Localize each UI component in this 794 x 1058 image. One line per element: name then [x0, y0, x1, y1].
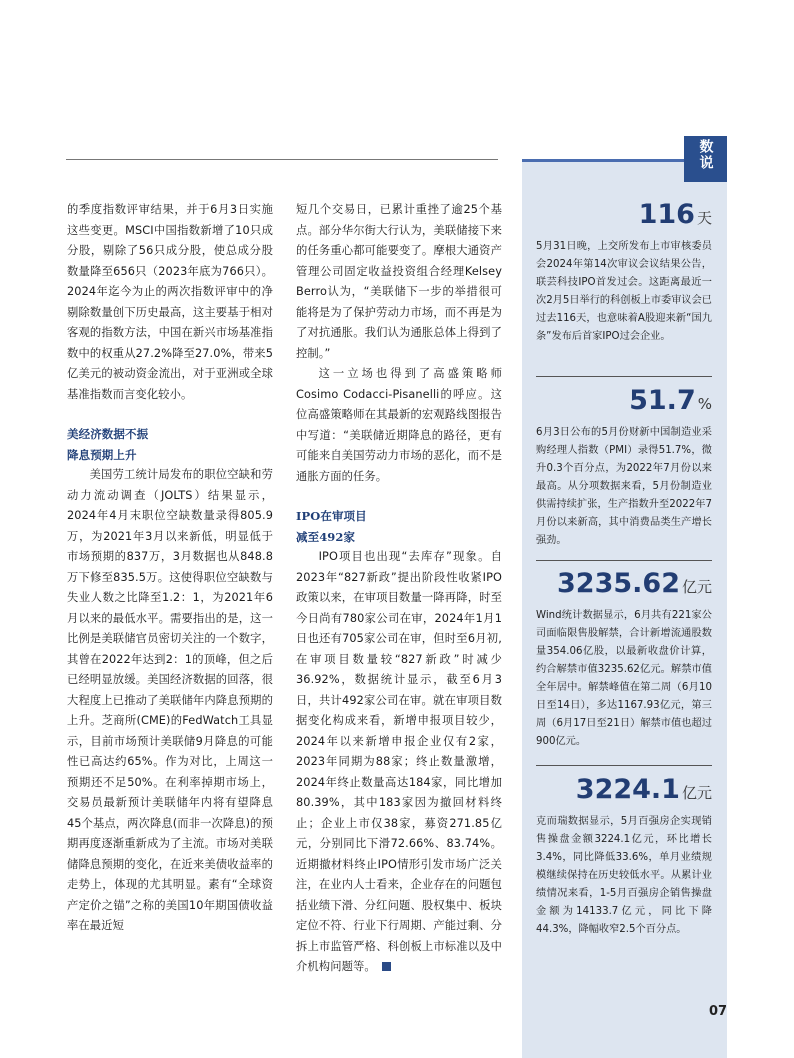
stat-value: 51.7: [629, 385, 696, 416]
col2-paragraph-3-text: IPO项目也出现“去库存”现象。自2023年“827新政”提出阶段性收紧IPO政策以来，在审项目数量一降再降，时至今日尚有780家公司在审，2024年1月1日也还有705家公司在审，但时至6月初,在审项目数量较“827新政”时减少36.92%，数据统计显示，截至6月3日，共计492家公司在审。就在审项目数据变化构成来看，新增申报项目较少，2024年以来新增申报企业仅有2家，2023年同期为88家；终止数量激增，2024年终止数量高达184家，同比增加80.39%，其中183家因为撤回材料终止；企业上市仅38家，募资271.85亿元，分别同比下滑72.66%、83.74%。近期撤材料终止IPO情形引发市场广泛关注，在业内人士看来，企业存在的问题包括业绩下滑、分红问题、股权集中、板块定位不符、行业下行周期、产能过剩、分拆上市监管严格、科创板上市标准以及中介机构问题等。: [296, 550, 502, 973]
stat-number: [536, 198, 712, 235]
article-column-1: [67, 200, 273, 937]
stat-block-3: [536, 567, 712, 751]
stat-number: [536, 384, 712, 421]
stat-unit: 亿元: [681, 784, 712, 802]
col2-paragraph-2: 这一立场也得到了高盛策略师Cosimo Codacci-Pisanelli的呼应。这位高盛策略师在其最新的宏观路线图报告中写道：“美联储近期降息的路径，更有可能来自美国劳动力市场的恶化，而不是通胀方面的任务。: [296, 367, 502, 483]
stat-block-2: [536, 384, 712, 550]
stat-value: 116: [638, 199, 695, 230]
stat-block-1: [536, 198, 712, 346]
stat-number: [536, 567, 712, 604]
stat-unit: 天: [696, 209, 712, 227]
ipo-heading-line2: 减至492家: [296, 529, 356, 544]
stat-divider: [536, 560, 712, 561]
stat-number: [536, 773, 712, 810]
section-heading-line1: 美经济数据不振: [67, 427, 149, 441]
stat-unit: 亿元: [681, 578, 712, 596]
stat-divider: [536, 765, 712, 766]
col1-paragraph-2: 美国劳工统计局发布的职位空缺和劳动力流动调查（JOLTS）结果显示，2024年4月末职位空缺数量录得805.9万，为2021年3月以来新低，明显低于市场预期的837万，3月数据也从848.8万下修至835.5万。这使得职位空缺数与失业人数之比降至1.2：1，为2021年6月以来的最低水平。需要指出的是，这一比例是美联储官员密切关注的一个数字，其曾在2022年达到2：1的顶峰，但之后已经明显放缓。美国经济数据的回落，很大程度上已推动了美联储年内降息预期的上升。芝商所(CME)的FedWatch工具显示，目前市场预计美联储9月降息的可能性已高达约65%。作为对比，上周这一预期还不足50%。在利率掉期市场上，交易员最新预计美联储年内将有望降息45个基点，两次降息(而非一次降息)的预期再度逐渐重新成为了主流。市场对美联储降息预期的变化，在近来美债收益率的走势上，体现的尤其明显。素有“全球资产定价之锚”之称的美国10年期国债收益率在最近短: [67, 468, 273, 932]
stat-description: 克而瑞数据显示，5月百强房企实现销售操盘金额3224.1亿元，环比增长3.4%，同比降低33.6%，单月业绩规模继续保持在历史较低水平。从累计业绩情况来看，1-5月百强房企销售操盘金额为14133.7亿元，同比下降44.3%，降幅收窄2.5个百分点。: [536, 816, 712, 935]
col2-paragraph-3: [296, 547, 502, 978]
top-rule: [66, 159, 498, 160]
stat-divider: [536, 376, 712, 377]
ipo-heading-line1: IPO在审项目: [296, 509, 367, 523]
stat-description: Wind统计数据显示，6月共有221家公司面临限售股解禁，合计新增流通股数量354.06亿股，以最新收盘价计算，约合解禁市值3235.62亿元。解禁市值全年居中。解禁峰值在第二周（6月10日至14日），多达1167.93亿元，第三周（6月17日至21日）解禁市值也超过900亿元。: [536, 610, 712, 747]
col1-paragraph-1: 的季度指数评审结果，并于6月3日实施这些变更。MSCI中国指数新增了10只成分股，剔除了56只成分股，使总成分股数量降至656只（2023年底为766只）。2024年迄今为止的两次指数评审中的净剔除数量创下历史最高，这主要基于相对客观的指数方法，中国在新兴市场基准指数中的权重从27.2%降至27.0%，带来5亿美元的被动资金流出，对于亚洲或全球基准指数而言变化较小。: [67, 203, 273, 401]
stat-description: 6月3日公布的5月份财新中国制造业采购经理人指数（PMI）录得51.7%，微升0.3个百分点，为2022年7月份以来最高。从分项数据来看，5月份制造业供需持续扩张，生产指数升至2022年7月份以来新高，其中消费品类生产增长强劲。: [536, 427, 712, 546]
stat-description: 5月31日晚，上交所发布上市审核委员会2024年第14次审议会议结果公告，联芸科技IPO首发过会。这距离最近一次2月5日举行的科创板上市委审议会已过去116天，也意味着A股迎来新“国九条”发布后首家IPO过会企业。: [536, 241, 712, 342]
section-heading-line2: 降息预期上升: [67, 447, 137, 462]
page-number: 07: [709, 1004, 728, 1019]
article-column-2: [296, 200, 502, 978]
stat-value: 3224.1: [575, 774, 680, 805]
stat-value: 3235.62: [557, 568, 680, 599]
col2-paragraph-1: 短几个交易日，已累计重挫了逾25个基点。部分华尔街大行认为，美联储接下来的任务重心都可能要变了。摩根大通资产管理公司固定收益投资组合经理Kelsey Berro认为，“美联储下一步的举措很可能将是为了保护劳动力市场，而不再是为了对抗通胀。我们认为通胀总体上得到了控制。”: [296, 203, 502, 360]
stat-block-4: [536, 773, 712, 939]
stat-unit: %: [697, 395, 712, 413]
sidebar-tag-text: 数说: [697, 139, 714, 171]
end-mark: [382, 962, 391, 971]
sidebar-tag: [684, 136, 727, 182]
